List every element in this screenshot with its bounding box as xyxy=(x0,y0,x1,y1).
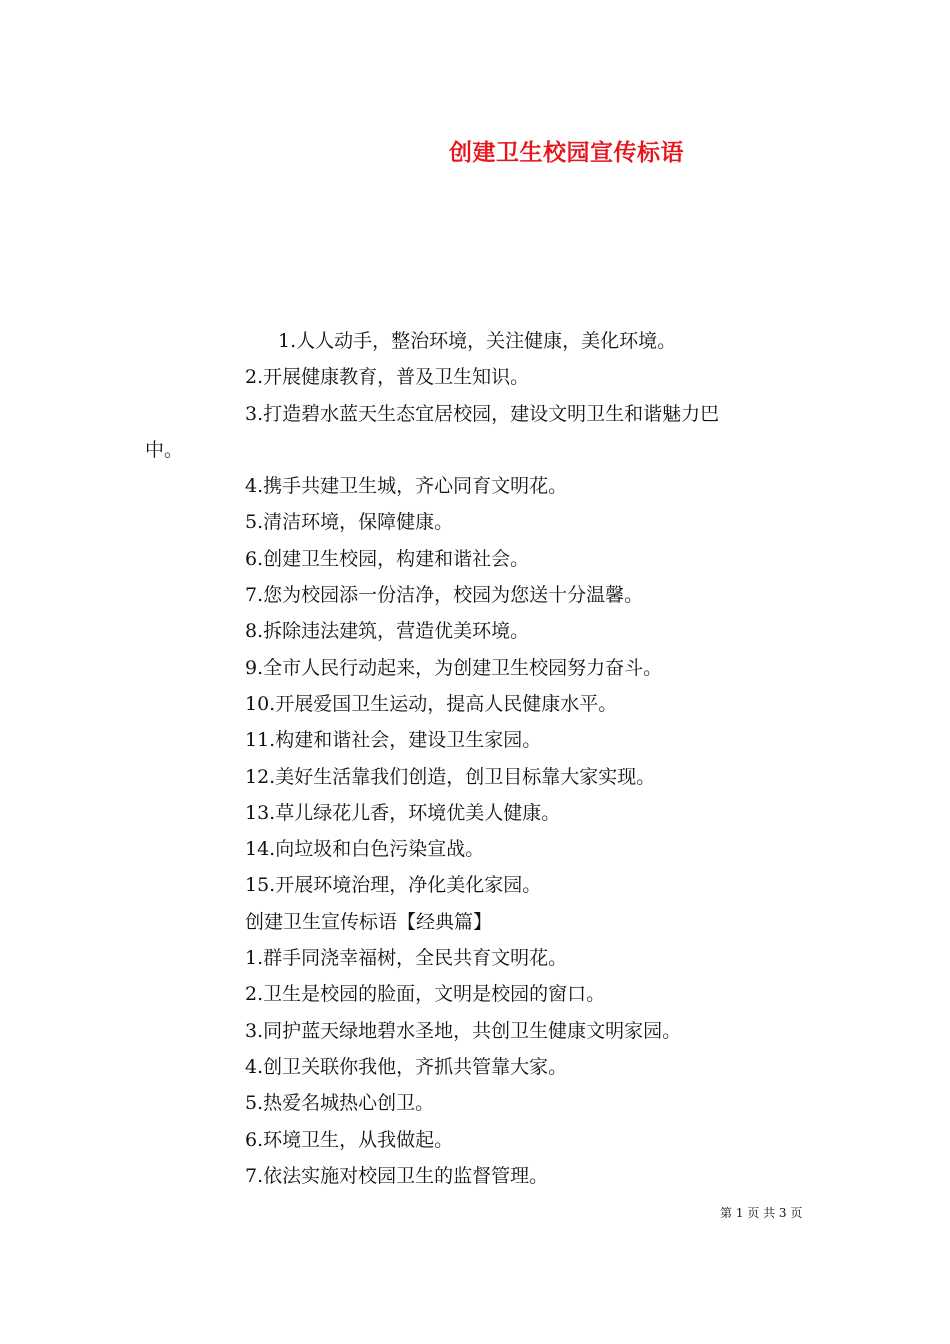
slogan-line: 5.清洁环境，保障健康。 xyxy=(245,511,454,534)
slogan-line: 7.依法实施对校园卫生的监督管理。 xyxy=(245,1164,549,1187)
section-heading: 创建卫生宣传标语【经典篇】 xyxy=(245,910,493,933)
slogan-line: 12.美好生活靠我们创造，创卫目标靠大家实现。 xyxy=(245,765,656,788)
slogan-line: 1.群手同浇幸福树，全民共育文明花。 xyxy=(245,947,568,970)
slogan-line: 5.热爱名城热心创卫。 xyxy=(245,1092,435,1115)
slogan-line: 14.向垃圾和白色污染宣战。 xyxy=(245,838,485,861)
slogan-line: 6.环境卫生，从我做起。 xyxy=(245,1128,454,1151)
slogan-line: 7.您为校园添一份洁净，校园为您送十分温馨。 xyxy=(245,584,644,607)
slogan-line: 1.人人动手，整治环境，关注健康，美化环境。 xyxy=(278,330,677,352)
slogan-line: 6.创建卫生校园，构建和谐社会。 xyxy=(245,547,530,570)
slogan-line: 8.拆除违法建筑，营造优美环境。 xyxy=(245,620,530,643)
document-body xyxy=(145,323,810,1194)
slogan-line: 10.开展爱国卫生运动，提高人民健康水平。 xyxy=(245,692,618,715)
slogan-line: 11.构建和谐社会，建设卫生家园。 xyxy=(245,729,542,752)
slogan-line: 2.开展健康教育，普及卫生知识。 xyxy=(245,366,530,389)
slogan-line: 3.同护蓝天绿地碧水圣地，共创卫生健康文明家园。 xyxy=(245,1019,682,1042)
page-footer: 第 1 页 共 3 页 xyxy=(720,1206,803,1220)
slogan-line-continuation: 中。 xyxy=(145,438,184,461)
slogan-line: 3.打造碧水蓝天生态宜居校园，建设文明卫生和谐魅力巴 xyxy=(245,402,720,425)
slogan-line: 9.全市人民行动起来，为创建卫生校园努力奋斗。 xyxy=(245,656,663,679)
slogan-line: 15.开展环境治理，净化美化家园。 xyxy=(245,874,542,897)
document-title: 创建卫生校园宣传标语 xyxy=(449,140,684,166)
slogan-line: 2.卫生是校园的脸面，文明是校园的窗口。 xyxy=(245,983,606,1006)
slogan-line: 13.草儿绿花儿香，环境优美人健康。 xyxy=(245,801,561,824)
slogan-line: 4.创卫关联你我他，齐抓共管靠大家。 xyxy=(245,1055,568,1078)
slogan-line: 4.携手共建卫生城，齐心同育文明花。 xyxy=(245,475,568,498)
